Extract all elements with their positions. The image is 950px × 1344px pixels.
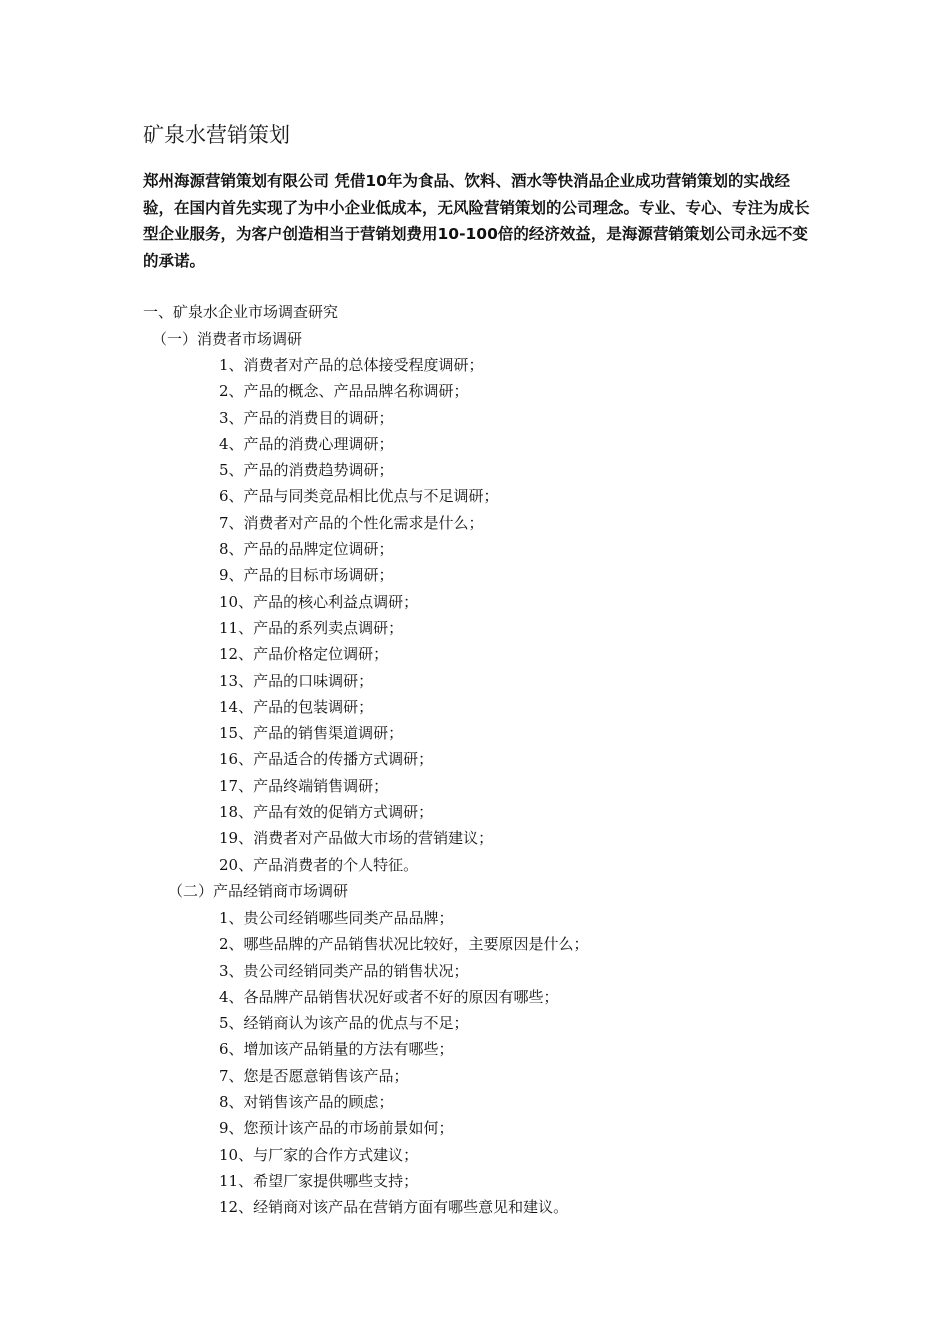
list-item: 19、消费者对产品做大市场的营销建议； — [219, 829, 494, 848]
list-item: 8、产品的品牌定位调研； — [219, 540, 394, 559]
intro-paragraph: 郑州海源营销策划有限公司 凭借10年为食品、饮料、酒水等快消品企业成功营销策划的实战经验，在国内首先实现了为中小企业低成本，无风险营销策划的公司理念。专业、专心、专注为成长型企业服务，为客户创造相当于营销划费用10-100倍的经济效益，是海源营销策划公司永远不变的承诺。 — [143, 172, 810, 270]
list-item: 15、产品的销售渠道调研； — [219, 724, 404, 743]
list-item: 11、希望厂家提供哪些支持； — [219, 1171, 419, 1190]
list-item: 16、产品适合的传播方式调研； — [219, 750, 434, 769]
list-item: 5、经销商认为该产品的优点与不足； — [219, 1014, 469, 1033]
list-item: 7、消费者对产品的个性化需求是什么； — [219, 513, 484, 532]
list-item: 10、产品的核心利益点调研； — [219, 592, 419, 611]
section-heading: 一、矿泉水企业市场调查研究 — [143, 303, 339, 321]
list-item: 14、产品的包装调研； — [219, 697, 374, 716]
list-item: 6、产品与同类竞品相比优点与不足调研； — [219, 487, 499, 506]
list-item: 6、增加该产品销量的方法有哪些； — [219, 1040, 454, 1059]
subsection-heading-consumer: （一）消费者市场调研 — [152, 330, 303, 348]
list-item: 2、哪些品牌的产品销售状况比较好，主要原因是什么； — [219, 935, 589, 954]
list-item: 3、产品的消费目的调研； — [219, 408, 394, 427]
consumer-research-list — [219, 352, 499, 878]
list-item: 12、产品价格定位调研； — [219, 645, 389, 664]
list-item: 1、消费者对产品的总体接受程度调研； — [219, 356, 484, 374]
list-item: 12、经销商对该产品在营销方面有哪些意见和建议。 — [219, 1198, 569, 1217]
list-item: 18、产品有效的促销方式调研； — [219, 803, 434, 822]
list-item: 10、与厂家的合作方式建议； — [219, 1145, 419, 1164]
list-item: 4、各品牌产品销售状况好或者不好的原因有哪些； — [219, 987, 559, 1006]
list-item: 8、对销售该产品的顾虑； — [219, 1093, 394, 1112]
list-item: 7、您是否愿意销售该产品； — [219, 1066, 409, 1085]
list-item: 3、贵公司经销同类产品的销售状况； — [219, 961, 469, 980]
list-item: 1、贵公司经销哪些同类产品品牌； — [219, 909, 454, 927]
subsection-heading-distributor: （二）产品经销商市场调研 — [168, 882, 349, 900]
distributor-research-list — [219, 905, 589, 1221]
list-item: 9、产品的目标市场调研； — [219, 566, 394, 585]
list-item: 20、产品消费者的个人特征。 — [219, 855, 419, 874]
list-item: 13、产品的口味调研； — [219, 671, 374, 690]
list-item: 4、产品的消费心理调研； — [219, 434, 394, 453]
list-item: 11、产品的系列卖点调研； — [219, 618, 404, 637]
document-title: 矿泉水营销策划 — [143, 123, 290, 147]
list-item: 9、您预计该产品的市场前景如何； — [219, 1119, 454, 1138]
list-item: 17、产品终端销售调研； — [219, 776, 389, 795]
list-item: 2、产品的概念、产品品牌名称调研； — [219, 382, 469, 401]
list-item: 5、产品的消费趋势调研； — [219, 461, 394, 480]
